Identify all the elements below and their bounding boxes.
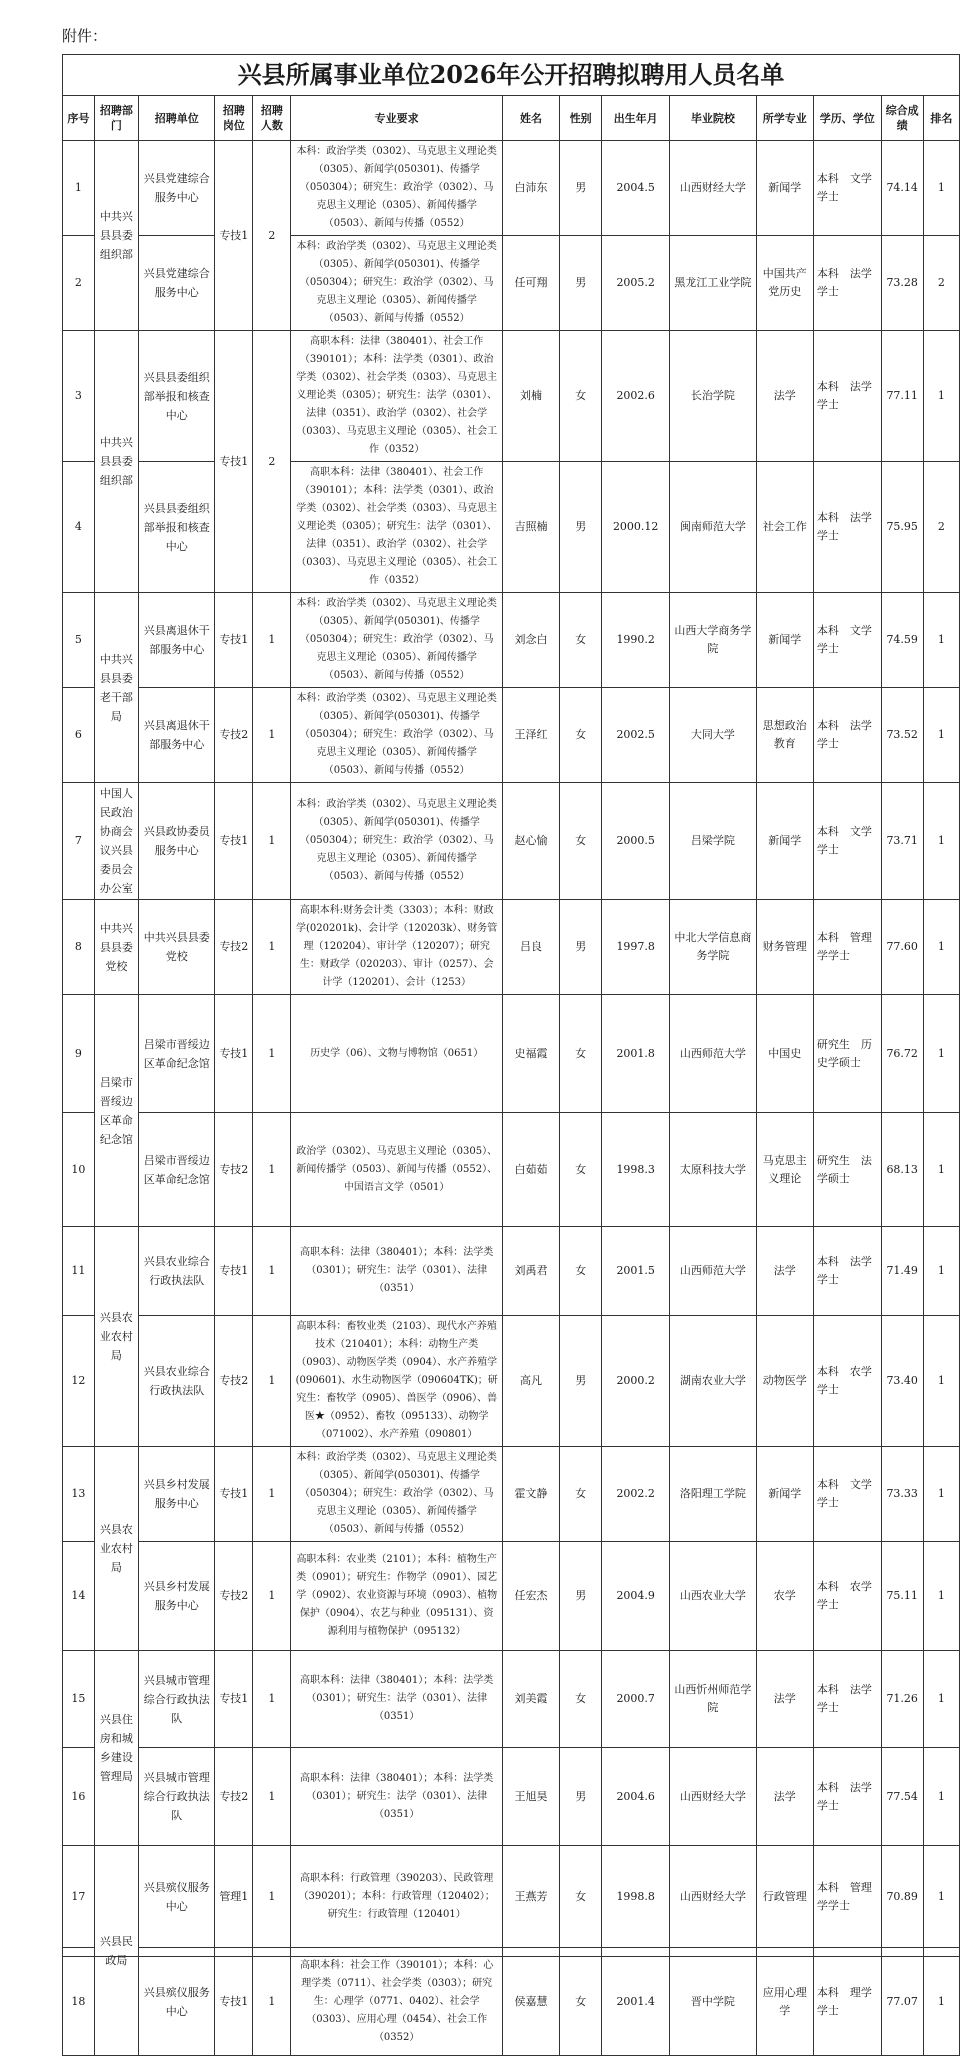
header-cell: 性别 bbox=[560, 96, 602, 141]
graduate-school: 太原科技大学 bbox=[670, 1113, 757, 1227]
studied-major: 行政管理 bbox=[756, 1846, 813, 1948]
recruiting-unit: 兴县离退休干部服务中心 bbox=[139, 688, 215, 783]
candidate-gender: 女 bbox=[560, 1948, 602, 2056]
education-degree: 本科 文学学士 bbox=[813, 783, 881, 900]
graduate-school: 山西财经大学 bbox=[670, 141, 757, 236]
education-degree: 本科 农学学士 bbox=[813, 1542, 881, 1651]
graduate-school: 大同大学 bbox=[670, 688, 757, 783]
attachment-label: 附件： bbox=[62, 27, 108, 45]
rank: 2 bbox=[923, 236, 959, 331]
total-score: 73.40 bbox=[881, 1316, 923, 1447]
recruiting-count: 1 bbox=[253, 1113, 291, 1227]
studied-major: 新闻学 bbox=[756, 141, 813, 236]
graduate-school: 湖南农业大学 bbox=[670, 1316, 757, 1447]
header-row bbox=[63, 96, 960, 141]
row-number: 15 bbox=[63, 1651, 95, 1748]
recruiting-count: 1 bbox=[253, 1748, 291, 1846]
recruiting-post: 专技2 bbox=[215, 688, 253, 783]
recruiting-count: 1 bbox=[253, 1846, 291, 1948]
rank: 1 bbox=[923, 1748, 959, 1846]
major-requirements: 高职本科:财务会计类（3303）；本科：财政学(020201k)、会计学（120203k）、财务管理（120204）、审计学（120207）；研究生：财政学（020203）、审计（0257）、会计学（120201）、会计（1253） bbox=[291, 900, 503, 995]
recruiting-unit: 兴县殡仪服务中心 bbox=[139, 1948, 215, 2056]
header-cell: 招聘单位 bbox=[139, 96, 215, 141]
graduate-school: 洛阳理工学院 bbox=[670, 1447, 757, 1542]
row-number: 6 bbox=[63, 688, 95, 783]
recruiting-department: 中共兴县县委党校 bbox=[94, 900, 138, 995]
recruiting-post: 专技1 bbox=[215, 995, 253, 1113]
studied-major: 新闻学 bbox=[756, 1447, 813, 1542]
total-score: 71.49 bbox=[881, 1227, 923, 1316]
recruiting-count: 1 bbox=[253, 783, 291, 900]
table-row bbox=[63, 236, 960, 331]
recruiting-post: 专技2 bbox=[215, 1113, 253, 1227]
graduate-school: 长治学院 bbox=[670, 331, 757, 462]
table-row bbox=[63, 1316, 960, 1447]
header-cell: 毕业院校 bbox=[670, 96, 757, 141]
studied-major: 财务管理 bbox=[756, 900, 813, 995]
candidate-name: 霍文静 bbox=[502, 1447, 559, 1542]
header-cell: 出生年月 bbox=[602, 96, 670, 141]
table-row bbox=[63, 1748, 960, 1846]
candidate-gender: 女 bbox=[560, 331, 602, 462]
candidate-name: 侯嘉慧 bbox=[502, 1948, 559, 2056]
candidate-gender: 男 bbox=[560, 1316, 602, 1447]
recruiting-count: 1 bbox=[253, 1542, 291, 1651]
major-requirements: 本科：政治学类（0302）、马克思主义理论类（0305）、新闻学(050301)、传播学（050304）；研究生：政治学（0302）、马克思主义理论（0305）、新闻传播学（0503）、新闻与传播（0552） bbox=[291, 1447, 503, 1542]
birth-date: 2004.5 bbox=[602, 141, 670, 236]
recruiting-count: 1 bbox=[253, 1316, 291, 1447]
candidate-name: 白茹茹 bbox=[502, 1113, 559, 1227]
education-degree: 本科 文学学士 bbox=[813, 1447, 881, 1542]
rank: 1 bbox=[923, 1113, 959, 1227]
recruiting-unit: 兴县殡仪服务中心 bbox=[139, 1846, 215, 1948]
table-row bbox=[63, 688, 960, 783]
candidate-name: 任宏杰 bbox=[502, 1542, 559, 1651]
candidate-name: 吉照楠 bbox=[502, 462, 559, 593]
recruiting-unit: 兴县农业综合行政执法队 bbox=[139, 1316, 215, 1447]
recruiting-unit: 兴县城市管理综合行政执法队 bbox=[139, 1651, 215, 1748]
recruiting-unit: 兴县县委组织部举报和核查中心 bbox=[139, 462, 215, 593]
birth-date: 1998.8 bbox=[602, 1846, 670, 1948]
studied-major: 思想政治教育 bbox=[756, 688, 813, 783]
birth-date: 2001.8 bbox=[602, 995, 670, 1113]
birth-date: 1990.2 bbox=[602, 593, 670, 688]
candidate-name: 高凡 bbox=[502, 1316, 559, 1447]
major-requirements: 高职本科：法律（380401）、社会工作（390101）；本科：法学类（0301）、政治学类（0302）、社会学类（0303）、马克思主义理论类（0305）；研究生：法学（0301）、法律（0351）、政治学（0302）、社会学（0303）、马克思主义理论（0305）、社会工作（0352） bbox=[291, 331, 503, 462]
row-number: 16 bbox=[63, 1748, 95, 1846]
major-requirements: 本科：政治学类（0302）、马克思主义理论类（0305）、新闻学(050301)、传播学（050304）；研究生：政治学（0302）、马克思主义理论（0305）、新闻传播学（0503）、新闻与传播（0552） bbox=[291, 236, 503, 331]
table-row bbox=[63, 593, 960, 688]
birth-date: 2000.2 bbox=[602, 1316, 670, 1447]
birth-date: 1997.8 bbox=[602, 900, 670, 995]
table-row bbox=[63, 995, 960, 1113]
total-score: 68.13 bbox=[881, 1113, 923, 1227]
education-degree: 本科 理学学士 bbox=[813, 1948, 881, 2056]
candidate-name: 刘美霞 bbox=[502, 1651, 559, 1748]
rank: 1 bbox=[923, 1651, 959, 1748]
total-score: 77.60 bbox=[881, 900, 923, 995]
recruiting-count: 1 bbox=[253, 1227, 291, 1316]
total-score: 71.26 bbox=[881, 1651, 923, 1748]
recruiting-unit: 中共兴县县委党校 bbox=[139, 900, 215, 995]
candidate-gender: 女 bbox=[560, 995, 602, 1113]
row-number: 17 bbox=[63, 1846, 95, 1948]
recruiting-department: 中国人民政治协商会议兴县委员会办公室 bbox=[94, 783, 138, 900]
row-number: 14 bbox=[63, 1542, 95, 1651]
major-requirements: 高职本科：法律（380401）；本科：法学类（0301）；研究生：法学（0301）、法律（0351） bbox=[291, 1227, 503, 1316]
header-cell: 招聘岗位 bbox=[215, 96, 253, 141]
total-score: 73.28 bbox=[881, 236, 923, 331]
recruiting-unit: 兴县县委组织部举报和核查中心 bbox=[139, 331, 215, 462]
candidate-gender: 男 bbox=[560, 141, 602, 236]
recruiting-post: 专技2 bbox=[215, 1316, 253, 1447]
studied-major: 新闻学 bbox=[756, 593, 813, 688]
recruiting-post: 专技1 bbox=[215, 1227, 253, 1316]
recruitment-table bbox=[62, 54, 960, 2056]
studied-major: 社会工作 bbox=[756, 462, 813, 593]
candidate-gender: 女 bbox=[560, 1651, 602, 1748]
studied-major: 法学 bbox=[756, 1748, 813, 1846]
recruiting-department: 中共兴县县委组织部 bbox=[94, 141, 138, 331]
total-score: 75.11 bbox=[881, 1542, 923, 1651]
recruiting-post: 专技1 bbox=[215, 141, 253, 331]
education-degree: 本科 农学学士 bbox=[813, 1316, 881, 1447]
candidate-name: 王泽红 bbox=[502, 688, 559, 783]
document-title: 兴县所属事业单位2026年公开招聘拟聘用人员名单 bbox=[63, 55, 960, 96]
recruiting-count: 1 bbox=[253, 1948, 291, 2056]
rank: 1 bbox=[923, 995, 959, 1113]
education-degree: 本科 管理学学士 bbox=[813, 900, 881, 995]
table-row bbox=[63, 1542, 960, 1651]
birth-date: 2001.4 bbox=[602, 1948, 670, 2056]
graduate-school: 山西师范大学 bbox=[670, 1227, 757, 1316]
recruiting-unit: 兴县离退休干部服务中心 bbox=[139, 593, 215, 688]
header-cell: 招聘人数 bbox=[253, 96, 291, 141]
total-score: 74.59 bbox=[881, 593, 923, 688]
total-score: 73.33 bbox=[881, 1447, 923, 1542]
header-cell: 招聘部门 bbox=[94, 96, 138, 141]
studied-major: 马克思主义理论 bbox=[756, 1113, 813, 1227]
major-requirements: 政治学（0302）、马克思主义理论（0305）、新闻传播学（0503）、新闻与传播（0552）、中国语言文学（0501） bbox=[291, 1113, 503, 1227]
recruiting-post: 专技1 bbox=[215, 783, 253, 900]
candidate-name: 刘楠 bbox=[502, 331, 559, 462]
studied-major: 应用心理学 bbox=[756, 1948, 813, 2056]
candidate-gender: 男 bbox=[560, 1542, 602, 1651]
education-degree: 本科 法学学士 bbox=[813, 1651, 881, 1748]
rank: 1 bbox=[923, 331, 959, 462]
recruiting-unit: 兴县乡村发展服务中心 bbox=[139, 1447, 215, 1542]
studied-major: 中国史 bbox=[756, 995, 813, 1113]
recruiting-count: 1 bbox=[253, 593, 291, 688]
rank: 1 bbox=[923, 1447, 959, 1542]
next-page-edge bbox=[62, 1956, 960, 1974]
rank: 1 bbox=[923, 593, 959, 688]
candidate-gender: 女 bbox=[560, 688, 602, 783]
row-number: 12 bbox=[63, 1316, 95, 1447]
row-number: 5 bbox=[63, 593, 95, 688]
birth-date: 2001.5 bbox=[602, 1227, 670, 1316]
total-score: 75.95 bbox=[881, 462, 923, 593]
education-degree: 研究生 历史学硕士 bbox=[813, 995, 881, 1113]
recruiting-unit: 吕梁市晋绥边区革命纪念馆 bbox=[139, 1113, 215, 1227]
header-cell: 排名 bbox=[923, 96, 959, 141]
rank: 1 bbox=[923, 900, 959, 995]
recruiting-count: 1 bbox=[253, 995, 291, 1113]
education-degree: 本科 法学学士 bbox=[813, 688, 881, 783]
candidate-name: 白沛东 bbox=[502, 141, 559, 236]
candidate-name: 刘念白 bbox=[502, 593, 559, 688]
candidate-name: 刘禹君 bbox=[502, 1227, 559, 1316]
birth-date: 2004.6 bbox=[602, 1748, 670, 1846]
major-requirements: 本科：政治学类（0302）、马克思主义理论类（0305）、新闻学(050301)、传播学（050304）；研究生：政治学（0302）、马克思主义理论（0305）、新闻传播学（0503）、新闻与传播（0552） bbox=[291, 141, 503, 236]
major-requirements: 本科：政治学类（0302）、马克思主义理论类（0305）、新闻学(050301)、传播学（050304）；研究生：政治学（0302）、马克思主义理论（0305）、新闻传播学（0503）、新闻与传播（0552） bbox=[291, 688, 503, 783]
graduate-school: 山西师范大学 bbox=[670, 995, 757, 1113]
recruiting-unit: 兴县城市管理综合行政执法队 bbox=[139, 1748, 215, 1846]
birth-date: 2000.5 bbox=[602, 783, 670, 900]
recruiting-count: 1 bbox=[253, 1651, 291, 1748]
graduate-school: 黑龙江工业学院 bbox=[670, 236, 757, 331]
table-row bbox=[63, 462, 960, 593]
rank: 2 bbox=[923, 462, 959, 593]
education-degree: 本科 管理学学士 bbox=[813, 1846, 881, 1948]
recruiting-unit: 兴县党建综合服务中心 bbox=[139, 236, 215, 331]
total-score: 74.14 bbox=[881, 141, 923, 236]
total-score: 73.71 bbox=[881, 783, 923, 900]
row-number: 10 bbox=[63, 1113, 95, 1227]
graduate-school: 吕梁学院 bbox=[670, 783, 757, 900]
recruiting-post: 专技1 bbox=[215, 1651, 253, 1748]
table-row bbox=[63, 783, 960, 900]
birth-date: 2002.5 bbox=[602, 688, 670, 783]
header-cell: 姓名 bbox=[502, 96, 559, 141]
candidate-gender: 女 bbox=[560, 1846, 602, 1948]
rank: 1 bbox=[923, 1948, 959, 2056]
education-degree: 本科 文学学士 bbox=[813, 593, 881, 688]
birth-date: 2002.6 bbox=[602, 331, 670, 462]
row-number: 3 bbox=[63, 331, 95, 462]
recruiting-department: 中共兴县县委老干部局 bbox=[94, 593, 138, 783]
graduate-school: 山西财经大学 bbox=[670, 1846, 757, 1948]
candidate-name: 史福霞 bbox=[502, 995, 559, 1113]
recruiting-unit: 兴县农业综合行政执法队 bbox=[139, 1227, 215, 1316]
table-row bbox=[63, 1651, 960, 1748]
header-cell: 所学专业 bbox=[756, 96, 813, 141]
row-number: 9 bbox=[63, 995, 95, 1113]
birth-date: 2005.2 bbox=[602, 236, 670, 331]
birth-date: 2002.2 bbox=[602, 1447, 670, 1542]
total-score: 73.52 bbox=[881, 688, 923, 783]
education-degree: 本科 法学学士 bbox=[813, 236, 881, 331]
graduate-school: 山西大学商务学院 bbox=[670, 593, 757, 688]
rank: 1 bbox=[923, 1316, 959, 1447]
row-number: 2 bbox=[63, 236, 95, 331]
header-cell: 学历、学位 bbox=[813, 96, 881, 141]
major-requirements: 高职本科：社会工作（390101）；本科：心理学类（0711）、社会学类（0303）；研究生：心理学（0771、0402）、社会学（0303）、应用心理（0454）、社会工作（0352） bbox=[291, 1948, 503, 2056]
row-number: 4 bbox=[63, 462, 95, 593]
rank: 1 bbox=[923, 783, 959, 900]
birth-date: 2000.12 bbox=[602, 462, 670, 593]
graduate-school: 中北大学信息商务学院 bbox=[670, 900, 757, 995]
table-row bbox=[63, 1447, 960, 1542]
major-requirements: 本科：政治学类（0302）、马克思主义理论类（0305）、新闻学(050301)、传播学（050304）；研究生：政治学（0302）、马克思主义理论（0305）、新闻传播学（0503）、新闻与传播（0552） bbox=[291, 593, 503, 688]
education-degree: 本科 法学学士 bbox=[813, 1227, 881, 1316]
graduate-school: 闽南师范大学 bbox=[670, 462, 757, 593]
row-number: 18 bbox=[63, 1948, 95, 2056]
recruiting-post: 专技2 bbox=[215, 900, 253, 995]
rank: 1 bbox=[923, 1846, 959, 1948]
major-requirements: 高职本科：法律（380401）；本科：法学类（0301）；研究生：法学（0301）、法律（0351） bbox=[291, 1651, 503, 1748]
birth-date: 1998.3 bbox=[602, 1113, 670, 1227]
studied-major: 农学 bbox=[756, 1542, 813, 1651]
candidate-gender: 女 bbox=[560, 1447, 602, 1542]
recruiting-department: 兴县农业农村局 bbox=[94, 1227, 138, 1447]
recruiting-count: 2 bbox=[253, 141, 291, 331]
recruiting-post: 专技2 bbox=[215, 1542, 253, 1651]
major-requirements: 本科：政治学类（0302）、马克思主义理论类（0305）、新闻学(050301)、传播学（050304）；研究生：政治学（0302）、马克思主义理论（0305）、新闻传播学（0503）、新闻与传播（0552） bbox=[291, 783, 503, 900]
recruiting-post: 专技1 bbox=[215, 1447, 253, 1542]
education-degree: 本科 法学学士 bbox=[813, 462, 881, 593]
recruiting-post: 管理1 bbox=[215, 1846, 253, 1948]
table-row bbox=[63, 1846, 960, 1948]
row-number: 11 bbox=[63, 1227, 95, 1316]
rank: 1 bbox=[923, 1542, 959, 1651]
header-cell: 综合成绩 bbox=[881, 96, 923, 141]
candidate-name: 任可翔 bbox=[502, 236, 559, 331]
education-degree: 本科 文学学士 bbox=[813, 141, 881, 236]
recruiting-post: 专技1 bbox=[215, 1948, 253, 2056]
recruiting-unit: 兴县政协委员服务中心 bbox=[139, 783, 215, 900]
recruiting-post: 专技1 bbox=[215, 331, 253, 593]
studied-major: 法学 bbox=[756, 1227, 813, 1316]
candidate-gender: 女 bbox=[560, 593, 602, 688]
birth-date: 2000.7 bbox=[602, 1651, 670, 1748]
total-score: 70.89 bbox=[881, 1846, 923, 1948]
studied-major: 中国共产党历史 bbox=[756, 236, 813, 331]
graduate-school: 山西农业大学 bbox=[670, 1542, 757, 1651]
row-number: 8 bbox=[63, 900, 95, 995]
rank: 1 bbox=[923, 1227, 959, 1316]
candidate-gender: 男 bbox=[560, 1748, 602, 1846]
candidate-gender: 女 bbox=[560, 783, 602, 900]
candidate-gender: 男 bbox=[560, 236, 602, 331]
studied-major: 法学 bbox=[756, 1651, 813, 1748]
header-cell: 专业要求 bbox=[291, 96, 503, 141]
major-requirements: 高职本科：畜牧业类（2103）、现代水产养殖技术（210401）；本科：动物生产类（0903）、动物医学类（0904）、水产养殖学(090601)、水生动物医学（090604TK)；研究生：畜牧学（0905）、兽医学（0906）、兽医★（0952）、畜牧（095133）、动物学（071002）、水产养殖（090801） bbox=[291, 1316, 503, 1447]
candidate-name: 吕良 bbox=[502, 900, 559, 995]
recruiting-count: 1 bbox=[253, 900, 291, 995]
rank: 1 bbox=[923, 688, 959, 783]
table-row bbox=[63, 900, 960, 995]
candidate-name: 王燕芳 bbox=[502, 1846, 559, 1948]
major-requirements: 高职本科：农业类（2101）；本科：植物生产类（0901）；研究生：作物学（0901）、园艺学（0902）、农业资源与环境（0903）、植物保护（0904）、农艺与种业（095131）、资源利用与植物保护（095132） bbox=[291, 1542, 503, 1651]
major-requirements: 高职本科：法律（380401）、社会工作（390101）；本科：法学类（0301）、政治学类（0302）、社会学类（0303）、马克思主义理论类（0305）；研究生：法学（0301）、法律（0351）、政治学（0302）、社会学（0303）、马克思主义理论（0305）、社会工作（0352） bbox=[291, 462, 503, 593]
total-score: 77.07 bbox=[881, 1948, 923, 2056]
candidate-name: 赵心愉 bbox=[502, 783, 559, 900]
header-cell: 序号 bbox=[63, 96, 95, 141]
recruiting-count: 2 bbox=[253, 331, 291, 593]
recruiting-post: 专技2 bbox=[215, 1748, 253, 1846]
candidate-gender: 男 bbox=[560, 900, 602, 995]
major-requirements: 历史学（06）、文物与博物馆（0651） bbox=[291, 995, 503, 1113]
candidate-name: 王旭昊 bbox=[502, 1748, 559, 1846]
recruiting-unit: 兴县乡村发展服务中心 bbox=[139, 1542, 215, 1651]
table-row bbox=[63, 1227, 960, 1316]
education-degree: 本科 法学学士 bbox=[813, 331, 881, 462]
table-row bbox=[63, 331, 960, 462]
candidate-gender: 女 bbox=[560, 1113, 602, 1227]
recruiting-count: 1 bbox=[253, 1447, 291, 1542]
total-score: 77.11 bbox=[881, 331, 923, 462]
total-score: 77.54 bbox=[881, 1748, 923, 1846]
education-degree: 本科 法学学士 bbox=[813, 1748, 881, 1846]
studied-major: 动物医学 bbox=[756, 1316, 813, 1447]
recruiting-department: 吕梁市晋绥边区革命纪念馆 bbox=[94, 995, 138, 1227]
recruiting-unit: 兴县党建综合服务中心 bbox=[139, 141, 215, 236]
recruiting-department: 兴县民政局 bbox=[94, 1846, 138, 2056]
recruiting-department: 兴县农业农村局 bbox=[94, 1447, 138, 1651]
major-requirements: 高职本科：法律（380401）；本科：法学类（0301）；研究生：法学（0301）、法律（0351） bbox=[291, 1748, 503, 1846]
major-requirements: 高职本科：行政管理（390203）、民政管理（390201）；本科：行政管理（120402）；研究生：行政管理（120401） bbox=[291, 1846, 503, 1948]
rank: 1 bbox=[923, 141, 959, 236]
total-score: 76.72 bbox=[881, 995, 923, 1113]
recruiting-department: 中共兴县县委组织部 bbox=[94, 331, 138, 593]
candidate-gender: 女 bbox=[560, 1227, 602, 1316]
row-number: 13 bbox=[63, 1447, 95, 1542]
studied-major: 新闻学 bbox=[756, 783, 813, 900]
birth-date: 2004.9 bbox=[602, 1542, 670, 1651]
studied-major: 法学 bbox=[756, 331, 813, 462]
row-number: 7 bbox=[63, 783, 95, 900]
graduate-school: 山西财经大学 bbox=[670, 1748, 757, 1846]
recruiting-unit: 吕梁市晋绥边区革命纪念馆 bbox=[139, 995, 215, 1113]
education-degree: 研究生 法学硕士 bbox=[813, 1113, 881, 1227]
recruiting-department: 兴县住房和城乡建设管理局 bbox=[94, 1651, 138, 1846]
graduate-school: 晋中学院 bbox=[670, 1948, 757, 2056]
graduate-school: 山西忻州师范学院 bbox=[670, 1651, 757, 1748]
candidate-gender: 男 bbox=[560, 462, 602, 593]
table-row bbox=[63, 141, 960, 236]
row-number: 1 bbox=[63, 141, 95, 236]
recruiting-post: 专技1 bbox=[215, 593, 253, 688]
recruiting-count: 1 bbox=[253, 688, 291, 783]
table-row bbox=[63, 1113, 960, 1227]
